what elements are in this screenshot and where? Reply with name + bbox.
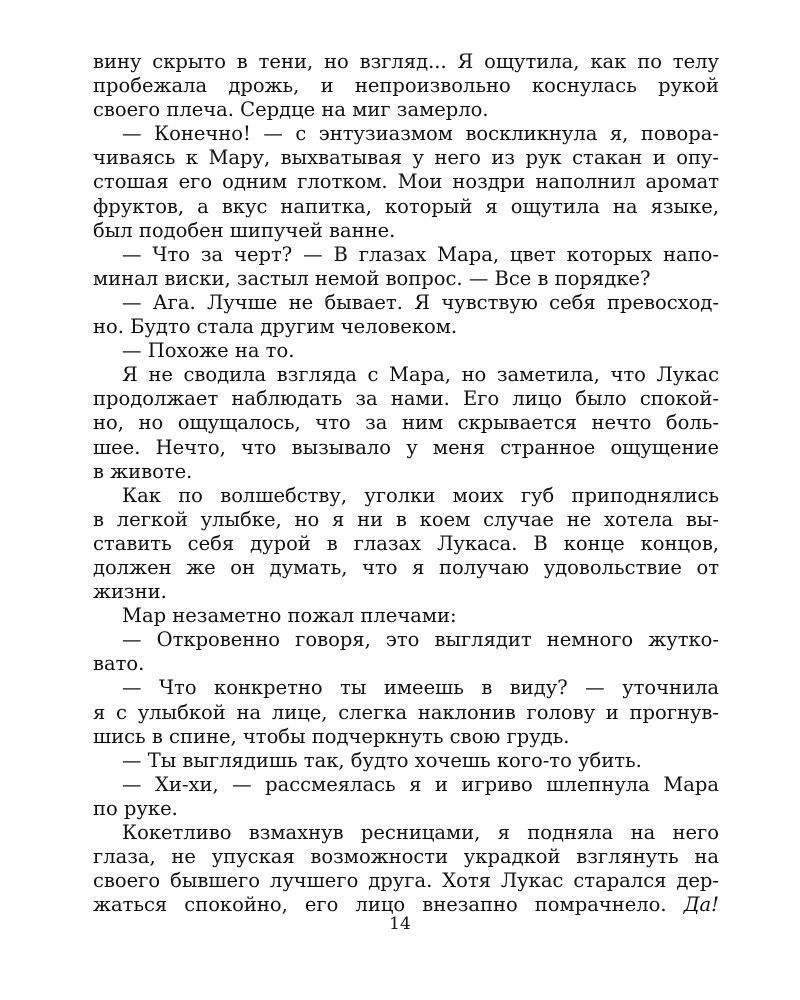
text-line: своего бывшего лучшего друга. Хотя Лукас старался дер- [93, 869, 719, 893]
text-line: — Конечно! — с энтузиазмом воскликнула я, повора- [122, 122, 719, 146]
text-line: в животе. [93, 459, 193, 483]
text-line: Я не сводила взгляда с Мара, но заметила, что Лукас [122, 363, 719, 387]
text-line: — Ты выглядишь так, будто хочешь кого-то убить. [122, 748, 642, 772]
text-line: своего плеча. Сердце на миг замерло. [93, 98, 489, 122]
text-line: в легкой улыбке, но я ни в коем случае не хотела вы- [93, 507, 719, 531]
text-line: фруктов, а вкус напитка, который я ощутила на языке, [93, 194, 719, 218]
text-line: я с улыбкой на лице, слегка наклонив голову и прогнув- [93, 700, 719, 724]
text-line: — Похоже на то. [122, 339, 295, 363]
book-page-text [93, 50, 719, 917]
text-line: вину скрыто в тени, но взгляд... Я ощутила, как по телу [93, 50, 719, 73]
text-line: шись в спине, чтобы подчеркнуть свою грудь. [93, 724, 570, 748]
text-line: чиваясь к Мару, выхватывая у него из рук стакан и опу- [93, 146, 719, 170]
text-line: но, но ощущалось, что за ним скрывается нечто боль- [93, 411, 719, 435]
text-line: вато. [93, 652, 145, 676]
text-line: продолжает наблюдать за нами. Его лицо было спокой- [93, 387, 719, 411]
text-line: — Что конкретно ты имеешь в виду? — уточнила [122, 676, 719, 700]
text-line: — Что за черт? — В глазах Мара, цвет которых напо- [122, 242, 719, 266]
text-line: жизни. [93, 580, 167, 604]
text-line: — Хи-хи, — рассмеялась я и игриво шлепнула Мара [122, 772, 719, 796]
text-line: Мар незаметно пожал плечами: [122, 604, 457, 628]
text-line: стошая его одним глотком. Мои ноздри наполнил аромат [93, 170, 719, 194]
text-line: Кокетливо взмахнув ресницами, я подняла на него [122, 821, 719, 844]
text-line-italic: Да! [683, 893, 720, 917]
text-line-regular: жаться спокойно, его лицо внезапно помрачнело. [93, 893, 667, 917]
text-line: глаза, не упуская возможности украдкой взглянуть на [93, 845, 719, 869]
text-line: — Ага. Лучше не бывает. Я чувствую себя превосход- [122, 290, 719, 314]
text-line: должен же он думать, что я получаю удовольствие от [93, 555, 719, 579]
text-line: Как по волшебству, уголки моих губ приподнялись [122, 483, 719, 507]
text-line: минал виски, застыл немой вопрос. — Все в порядке? [93, 266, 651, 290]
text-line: пробежала дрожь, и непроизвольно коснулась рукой [93, 74, 719, 98]
text-line: был подобен шипучей ванне. [93, 218, 396, 242]
page-number: 14 [389, 914, 411, 934]
text-line: но. Будто стала другим человеком. [93, 315, 458, 339]
text-line: ставить себя дурой в глазах Лукаса. В конце концов, [93, 531, 719, 555]
text-line: по руке. [93, 796, 178, 820]
text-line: — Откровенно говоря, это выглядит немного жутко- [122, 628, 719, 652]
text-line: шее. Нечто, что вызывало у меня странное ощущение [93, 435, 719, 459]
